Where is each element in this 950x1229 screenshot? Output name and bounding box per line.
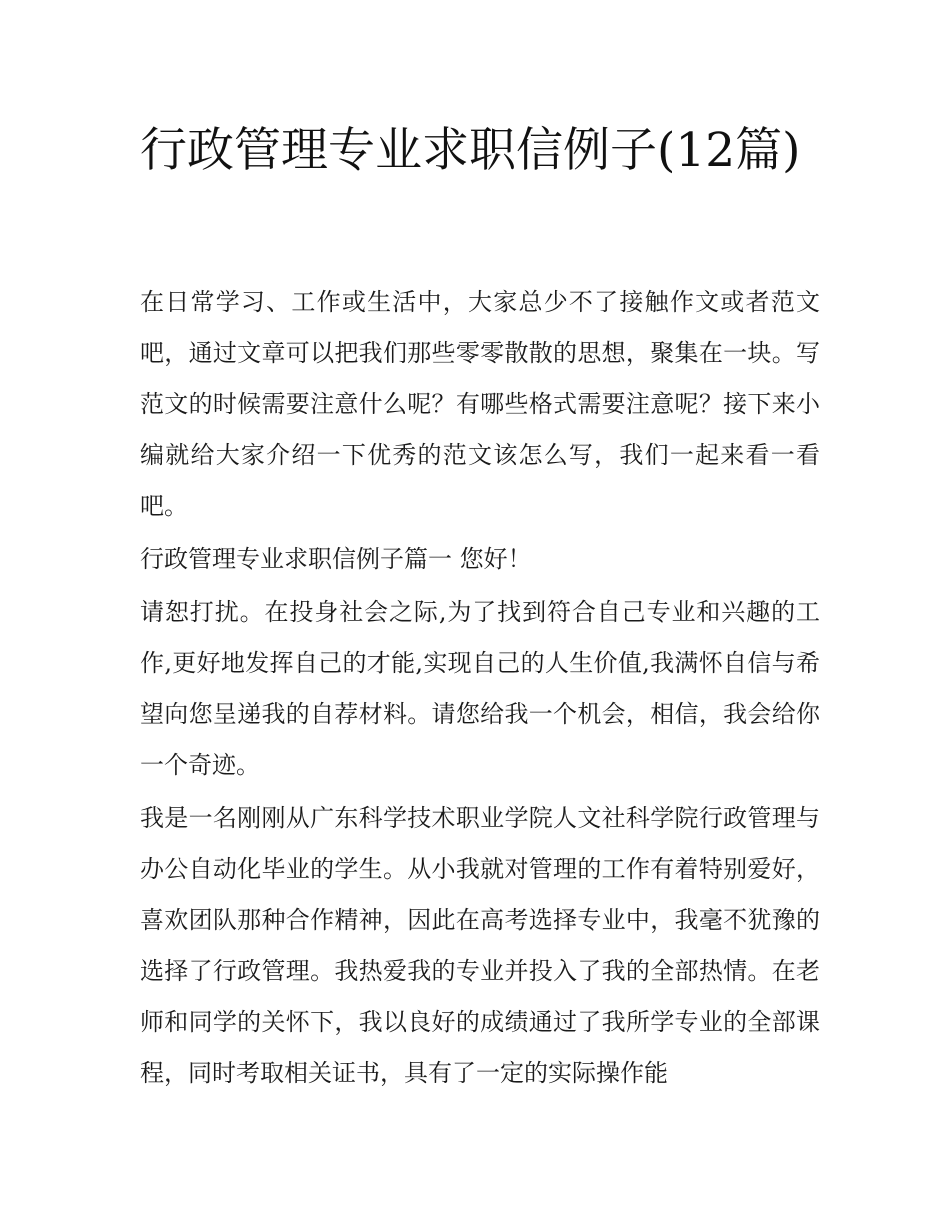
paragraph-self-introduction: 我是一名刚刚从广东科学技术职业学院人文社科学院行政管理与办公自动化毕业的学生。从小我就对管理的工作有着特别爱好，喜欢团队那种合作精神，因此在高考选择专业中，我毫不犹豫的选择了行政管理。我热爱我的专业并投入了我的全部热情。在老师和同学的关怀下，我以良好的成绩通过了我所学专业的全部课程，同时考取相关证书，具有了一定的实际操作能 xyxy=(140,804,820,1087)
paragraph-section-heading: 行政管理专业求职信例子篇一 您好！ xyxy=(140,545,532,573)
paragraph-intro: 在日常学习、工作或生活中，大家总少不了接触作文或者范文吧，通过文章可以把我们那些零零散散的思想，聚集在一块。写范文的时候需要注意什么呢？有哪些格式需要注意呢？接下来小编就给大家介绍一下优秀的范文该怎么写，我们一起来看一看吧。 xyxy=(140,288,820,520)
paragraph-introduction-request: 请恕打扰。在投身社会之际,为了找到符合自己专业和兴趣的工作,更好地发挥自己的才能,实现自己的人生价值,我满怀自信与希望向您呈递我的自荐材料。请您给我一个机会，相信，我会给你一个奇迹。 xyxy=(140,598,820,779)
document-body xyxy=(140,277,820,1101)
document-title: 行政管理专业求职信例子(12篇) xyxy=(140,123,801,178)
